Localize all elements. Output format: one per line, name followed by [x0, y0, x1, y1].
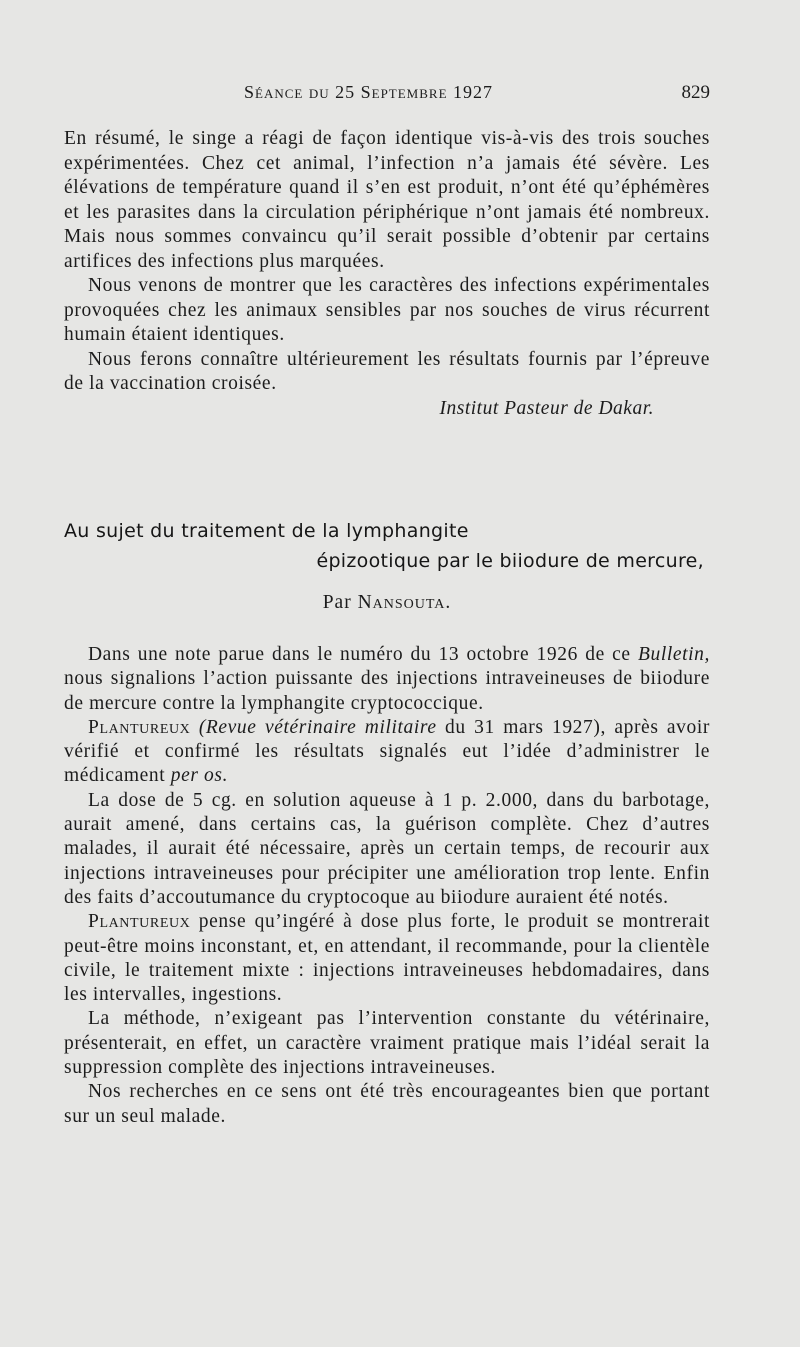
latin-term: per os.: [170, 765, 229, 787]
paragraph: [64, 716, 710, 789]
paragraph: Nos recherches en ce sens ont été très encourageantes bien que portant sur un seul malade.: [64, 1081, 710, 1127]
journal-name: (Revue vétérinaire militaire: [198, 716, 437, 738]
text: Dans une note parue dans le numéro du 13 octobre 1926 de ce: [88, 644, 631, 665]
paragraph: La dose de 5 cg. en solution aqueuse à 1 p. 2.000, dans du barbotage, aurait amené, dans certains cas, la guérison complète. Chez d’autres malades, il aurait été nécessaire, après un certain temps, de recourir aux injections intraveineuses pour précipiter une amélioration trop lente. Enfin des faits d’accoutumance du cryptocoque au biiodure auraient été notés.: [64, 789, 710, 908]
journal-name: Bulletin,: [638, 644, 711, 665]
author-name: Plantureux: [88, 911, 191, 933]
text: du 31 mars 1927), après avoir vérifié et confirmé les résultats signalés eut l’idée d’administrer le médicament: [64, 716, 710, 787]
paragraph: [64, 910, 710, 1007]
running-title: Séance du 25 Septembre 1927: [244, 82, 494, 102]
byline-author: Nansouta.: [357, 592, 452, 613]
text: pense qu’ingéré à dose plus forte, le produit se montrerait peut-être moins inconstant, et, en attendant, il recommande, pour la clientèle civile, le traitement mixte : injections intraveineuses hebdomadaires, dans les intervalles, ingestions.: [64, 911, 710, 1006]
paragraph: Nous venons de montrer que les caractères des infections expérimentales provoquées chez les animaux sensibles par nos souches de virus récurrent humain étaient identiques.: [64, 275, 710, 345]
byline: [64, 592, 710, 614]
paragraph: [64, 643, 710, 716]
previous-article-conclusion: [64, 127, 710, 421]
title-line-1: Au sujet du traitement de la lymphangite: [64, 520, 469, 542]
text: nous signalions l’action puissante des injections intraveineuses de biiodure de mercure contre la lymphangite cryptococcique.: [64, 668, 710, 714]
paragraph: La méthode, n’exigeant pas l’intervention constante du vétérinaire, présenterait, en effet, un caractère vraiment pratique mais l’idéal serait la suppression complète des injections intraveineuses.: [64, 1008, 710, 1079]
author-name: Plantureux: [88, 716, 191, 738]
paragraph: En résumé, le singe a réagi de façon identique vis-à-vis des trois souches expérimentées. Chez cet animal, l’infection n’a jamais été sévère. Les élévations de température quand il s’en est produit, n’ont été qu’éphémères et les parasites dans la circulation périphérique n’ont jamais été nombreux. Mais nous sommes convaincu qu’il serait possible d’obtenir par certains artifices des infections plus marquées.: [64, 128, 710, 272]
page-number: 829: [681, 82, 710, 103]
byline-prefix: Par: [322, 592, 352, 613]
institution-signature: Institut Pasteur de Dakar.: [439, 397, 654, 419]
article-body: [64, 643, 710, 1129]
article-title: [64, 516, 710, 576]
paragraph: Nous ferons connaître ultérieurement les résultats fournis par l’épreuve de la vaccination croisée.: [64, 348, 710, 394]
title-line-2: épizootique par le biiodure de mercure,: [316, 550, 704, 572]
running-head: [64, 82, 710, 106]
